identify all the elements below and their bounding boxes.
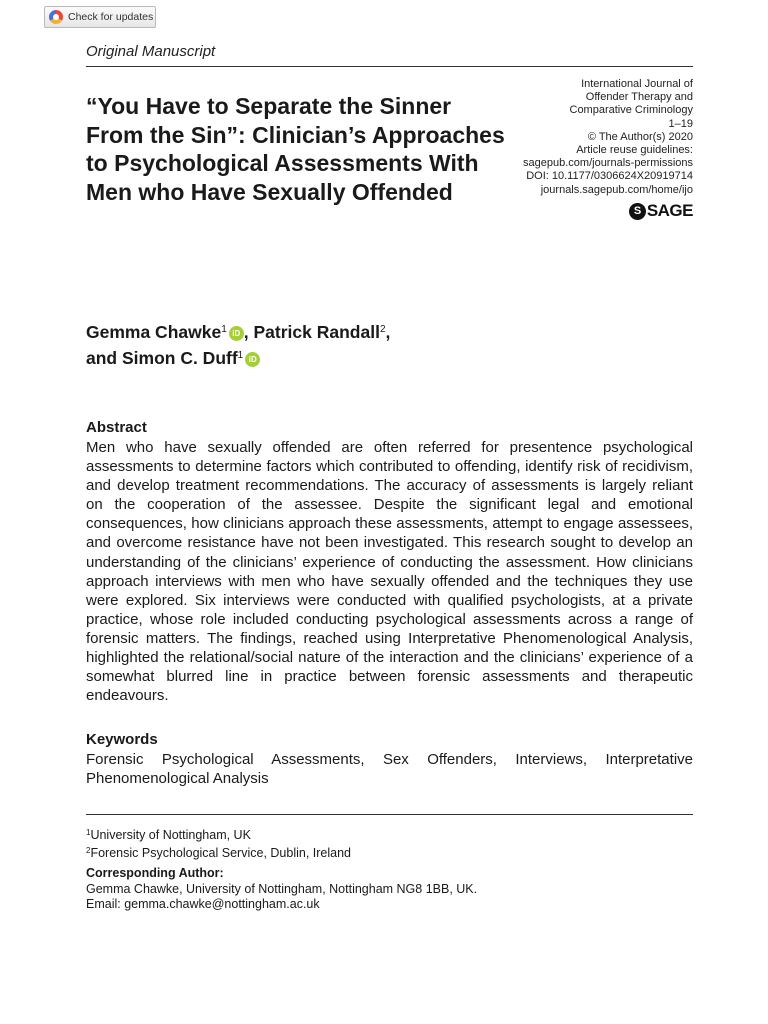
author-list [86,318,506,370]
doi-link[interactable]: DOI: 10.1177/0306624X20919714 [526,170,693,183]
author-name: Simon C. Duff [121,348,238,368]
crossmark-icon [49,10,63,24]
corresponding-author [86,866,477,913]
affiliation-text: Forensic Psychological Service, Dublin, Ireland [90,846,351,860]
header-rule [86,66,693,67]
affiliation-item [86,825,351,843]
affiliation-number: 2 [86,846,91,855]
corresponding-address: Gemma Chawke, University of Nottingham, Nottingham NG8 1BB, UK. [86,881,478,896]
author-name: Patrick Randall [253,322,380,342]
journal-info [453,78,693,197]
journal-line: Comparative Criminology [569,104,693,117]
author-separator: , [385,322,391,342]
keywords-heading: Keywords [86,731,158,748]
sage-icon: S [629,203,646,220]
affiliation-number: 1 [86,828,91,837]
author-name: Gemma Chawke [86,322,222,342]
orcid-icon[interactable]: iD [245,352,260,367]
affiliation-marker: 2 [379,324,386,335]
author-separator: , [243,322,254,342]
corresponding-email[interactable]: Email: gemma.chawke@nottingham.ac.uk [86,897,320,911]
article-title: “You Have to Separate the Sinner From the Sin”: Clinician’s Approaches to Psychological Assessments With Men who Have Sexually Offended [86,93,505,205]
sage-logo-text: SAGE [646,201,693,220]
footnote-rule [86,814,693,815]
affiliation-marker: 1 [221,324,227,335]
journal-line: Article reuse guidelines: [576,144,693,157]
corresponding-author-heading: Corresponding Author: [86,866,224,880]
sage-logo [629,201,693,221]
abstract-heading: Abstract [86,419,147,436]
affiliation-text: University of Nottingham, UK [90,828,251,842]
affiliation-item [86,843,351,861]
author-conjunction: and [86,348,122,368]
journal-line: International Journal of [581,78,693,90]
permissions-link[interactable]: sagepub.com/journals-permissions [523,157,693,170]
journal-home-link[interactable]: journals.sagepub.com/home/ijo [540,183,693,196]
journal-pages: 1–19 [668,117,693,130]
section-label: Original Manuscript [86,43,216,60]
affiliation-marker: 1 [237,350,244,361]
keywords-text: Forensic Psychological Assessments, Sex Offenders, Interviews, Interpretative Phenomenological Analysis [86,751,693,788]
journal-line: Offender Therapy and [585,91,693,104]
affiliations [86,825,351,861]
check-for-updates-button[interactable] [44,6,156,28]
abstract-text: Men who have sexually offended are often referred for presentence psychological assessments to determine factors which contributed to offending, identify risk of recidivism, and develop treatment recommendations. The accuracy of assessments is largely reliant on the cooperation of the assessee. Despite the significant legal and emotional consequences, how clinicians approach these assessments, attempt to engage assessees, and overcome resistance have not been investigated. This research sought to develop an understanding of the clinicians’ experience of conducting the assessment. How clinicians approach interviews with men who have sexually offended and the techniques they use were explored. Six interviews were conducted with qualified psychologists, at a private practice, whose role included conducting psychological assessments across a range of forensic matters. The findings, reached using Interpretative Phenomenological Analysis, highlighted the relational/social nature of the interaction and the clinicians’ experience of a somewhat blurred line in practice between forensic assessments and therapeutic endeavours. [86,439,693,705]
orcid-icon[interactable]: iD [229,326,244,341]
copyright: © The Author(s) 2020 [587,130,693,143]
check-for-updates-label: Check for updates [68,11,154,23]
